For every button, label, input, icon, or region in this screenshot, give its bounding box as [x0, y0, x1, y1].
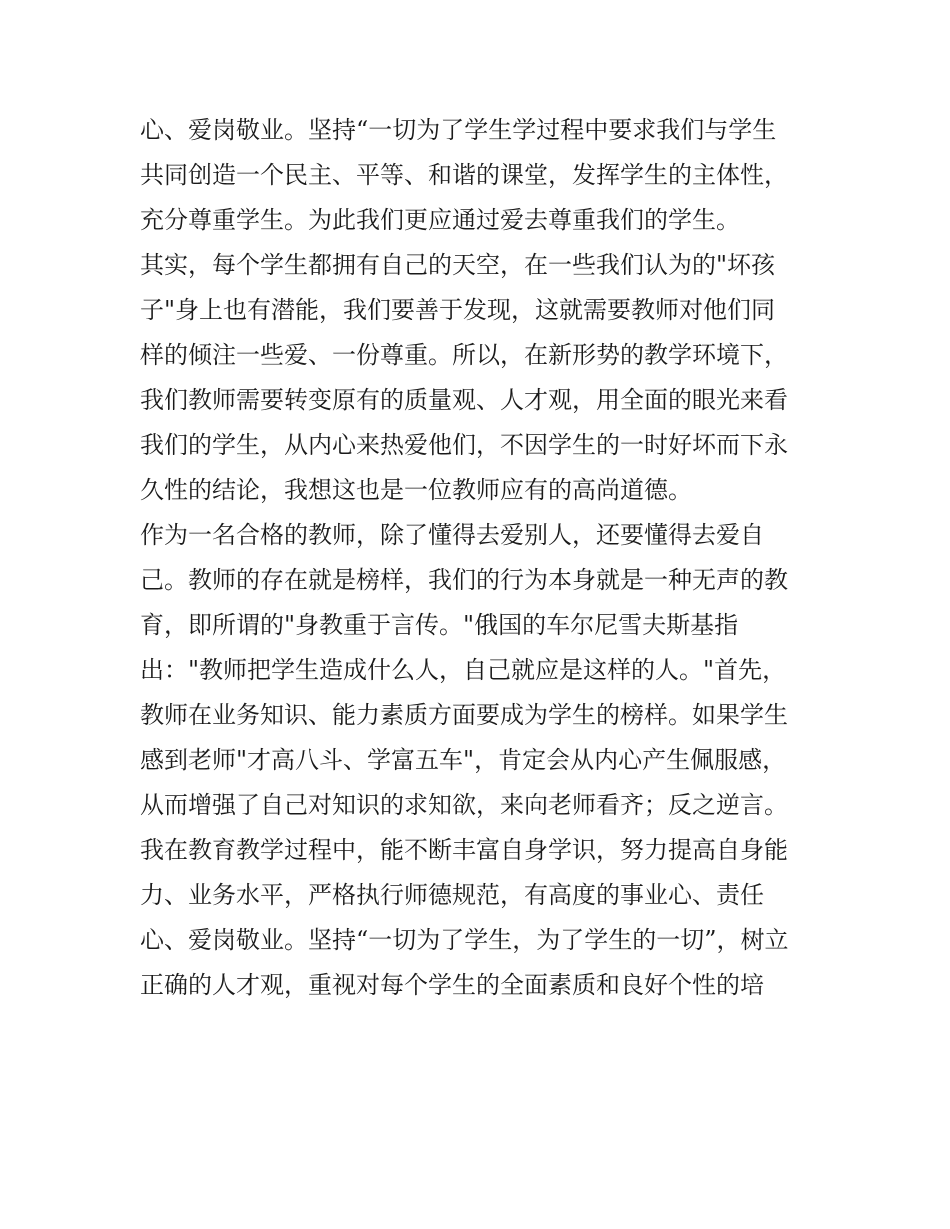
text-line: 感到老师"才高八斗、学富五车"，肯定会从内心产生佩服感， — [140, 746, 787, 774]
text-line: 己。教师的存在就是榜样，我们的行为本身就是一种无声的教 — [140, 566, 788, 594]
document-text — [140, 108, 820, 1008]
text-line: 我在教育教学过程中，能不断丰富自身学识，努力提高自身能 — [140, 836, 788, 864]
text-line: 作为一名合格的教师，除了懂得去爱别人，还要懂得去爱自 — [140, 521, 764, 549]
text-line: 我们教师需要转变原有的质量观、人才观，用全面的眼光来看 — [140, 386, 788, 414]
text-line: 心、爱岗敬业。坚持“一切为了学生，为了学生的一切”，树立 — [140, 926, 789, 954]
text-line: 正确的人才观，重视对每个学生的全面素质和良好个性的培 — [140, 971, 764, 999]
text-line: 心、爱岗敬业。坚持“一切为了学生学过程中要求我们与学生 — [140, 116, 777, 144]
text-line: 共同创造一个民主、平等、和谐的课堂，发挥学生的主体性， — [140, 161, 788, 189]
text-line: 育，即所谓的"身教重于言传。"俄国的车尔尼雪夫斯基指 — [140, 611, 739, 639]
text-line: 我们的学生，从内心来热爱他们，不因学生的一时好坏而下永 — [140, 431, 788, 459]
text-line: 从而增强了自己对知识的求知欲，来向老师看齐；反之逆言。 — [140, 791, 788, 819]
text-line: 力、业务水平，严格执行师德规范，有高度的事业心、责任 — [140, 881, 764, 909]
text-line: 久性的结论，我想这也是一位教师应有的高尚道德。 — [140, 476, 692, 504]
text-line: 子"身上也有潜能，我们要善于发现，这就需要教师对他们同 — [140, 296, 776, 324]
text-line: 其实，每个学生都拥有自己的天空，在一些我们认为的"坏孩 — [140, 251, 776, 279]
text-line: 样的倾注一些爱、一份尊重。所以，在新形势的教学环境下， — [140, 341, 788, 369]
text-line: 教师在业务知识、能力素质方面要成为学生的榜样。如果学生 — [140, 701, 788, 729]
text-line: 充分尊重学生。为此我们更应通过爱去尊重我们的学生。 — [140, 206, 740, 234]
text-line: 出："教师把学生造成什么人，自己就应是这样的人。"首先， — [140, 656, 787, 684]
